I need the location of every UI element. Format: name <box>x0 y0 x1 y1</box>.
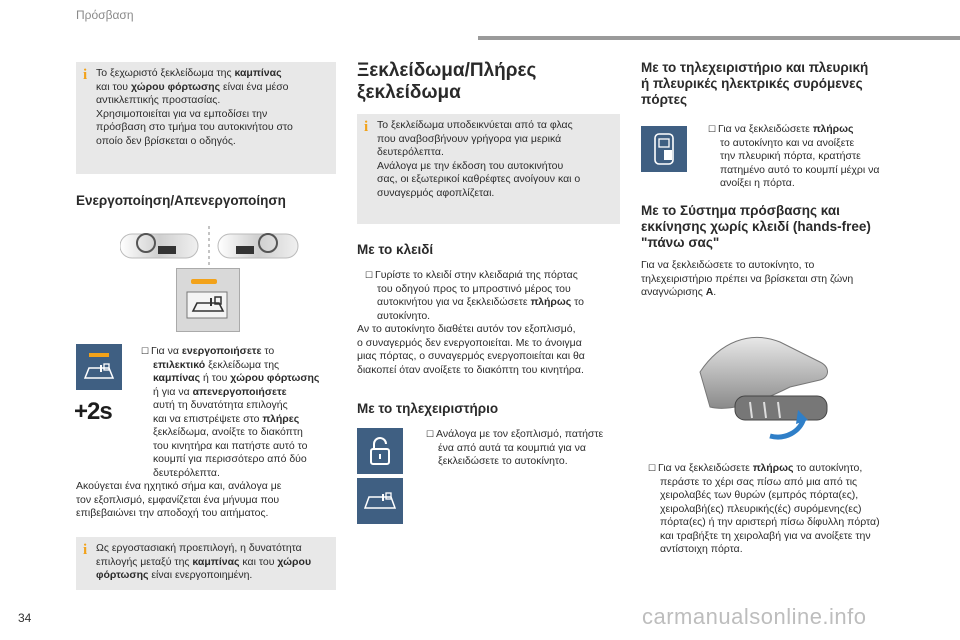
bullet-icon: ☐ <box>648 463 657 473</box>
hands-free-text: Για να ξεκλειδώσετε το αυτοκίνητο, το τηλεχειριστήριο πρέπει να βρίσκεται στη ζώνη αναγνώρισης A. <box>641 259 854 298</box>
section-title: Πρόσβαση <box>76 8 134 22</box>
info-icon: i <box>364 119 369 135</box>
activation-instructions: ☐ Για να ενεργοποιήσετε το επιλεκτικό ξεκλείδωμα της καμπίνας ή του χώρου φόρτωσης ή για να απενεργοποιήσετε αυτή τη δυνατότητα επιλογής και να επιστρέψετε στο πλήρες ξεκλείδωμα, ανοίξτε το διακόπτη του κινητήρα και πατήστε αυτό το κουμπί για περισσότερο από δύο δευτερόλεπτα. <box>141 345 320 479</box>
bullet-icon: ☐ <box>365 270 374 280</box>
bullet-icon: ☐ <box>708 124 717 134</box>
dashboard-steering-illustration <box>120 226 300 266</box>
page-number: 34 <box>18 611 32 625</box>
bullet-icon: ☐ <box>426 429 435 439</box>
with-remote-text: ☐ Ανάλογα με τον εξοπλισμό, πατήστε ένα από αυτά τα κουμπιά για να ξεκλειδώσετε το αυτοκίνητο. <box>426 428 604 467</box>
with-key-heading: Με το κλειδί <box>357 242 434 257</box>
hand-door-handle-illustration <box>680 302 850 454</box>
info-box-factory-default: i Ως εργοστασιακή προεπιλογή, η δυνατότητα επιλογής μεταξύ της καμπίνας και του χώρου φόρτωσης είναι ενεργοποιημένη. <box>76 537 336 590</box>
info-icon: i <box>83 542 88 558</box>
info-box-unlock-indication: i Το ξεκλείδωμα υποδεικνύεται από τα φλας που αναβοσβήνουν γρήγορα για μερικά δευτερόλεπτα. Ανάλογα με την έκδοση του αυτοκινήτου σας, οι εξωτερικοί καθρέφτες ανοίγουν και ο συναγερμός αφοπλίζεται. <box>357 114 620 224</box>
van-icon <box>185 289 231 321</box>
cabin-unlock-button-icon <box>76 344 122 390</box>
unlocking-title: Ξεκλείδωμα/Πλήρες ξεκλείδωμα <box>357 60 537 103</box>
watermark: carmanualsonline.info <box>642 604 867 629</box>
two-seconds-press-icon: +2s <box>74 398 112 425</box>
activation-confirmation: Ακούγεται ένα ηχητικό σήμα και, ανάλογα με τον εξοπλισμό, εμφανίζεται ένα μήνυμα που επιβεβαιώνει την αποδοχή του αιτήματος. <box>76 480 282 519</box>
sliding-door-instructions: ☐ Για να ξεκλειδώσετε πλήρως το αυτοκίνητο και να ανοίξετε την πλευρική πόρτα, κρατήστε πατημένο αυτό το κουμπί μέχρι να ανοίξει η πόρτα. <box>708 123 880 189</box>
header-rule <box>478 36 960 40</box>
activation-heading: Ενεργοποίηση/Απενεργοποίηση <box>76 193 286 208</box>
info-box-separate-unlocking: i Το ξεχωριστό ξεκλείδωμα της καμπίνας και του χώρου φόρτωσης είναι ένα μέσο αντικλεπτικής προστασίας. Χρησιμοποιείται για να εμποδίσει την πρόσβαση στο τμήμα του αυτοκινήτου στο οποίο δεν βρίσκεται ο οδηγός. <box>76 62 336 174</box>
hands-free-instructions: ☐ Για να ξεκλειδώσετε πλήρως το αυτοκίνητο, περάστε το χέρι σας πίσω από μια από τις χειρολαβές των θυρών (εμπρός πόρτα(ες), χειρολαβή(ες) πλευρικής(ές) συρόμενης(ες) πόρτα(ες) ή την αριστερή πίσω δίφυλλη πόρτα) και τραβήξτε τη χειρολαβή για να ανοίξετε την αντίστοιχη πόρτα. <box>648 462 880 555</box>
hands-free-heading: Με το Σύστημα πρόσβασης και εκκίνησης χωρίς κλειδί (hands-free) "πάνω σας" <box>641 203 871 250</box>
sliding-door-button-icon <box>641 126 687 172</box>
bullet-icon: ☐ <box>141 346 150 356</box>
unlock-padlock-button-icon <box>357 428 403 474</box>
info-icon: i <box>83 67 88 83</box>
with-remote-heading: Με το τηλεχειριστήριο <box>357 401 499 416</box>
with-key-text: ☐ Γυρίστε το κλειδί στην κλειδαριά της πόρτας του οδηγού προς το μπροστινό μέρος του αυτοκινήτου για να ξεκλειδώσετε πλήρως το αυτοκίνητο. Αν το αυτοκίνητο διαθέτει αυτόν τον εξοπλισμό, ο συναγερμός δεν ενεργοποιείται. Με το άνοιγμα μιας πόρτας, ο συναγερμός ενεργοποιείται και θα διακοπεί όταν ανοίξετε το διακόπτη του κινητήρα. <box>357 269 585 376</box>
remote-sliding-doors-heading: Με το τηλεχειριστήριο και πλευρική ή πλευρικές ηλεκτρικές συρόμενες πόρτες <box>641 60 869 107</box>
unlock-van-button-icon <box>357 478 403 524</box>
cabin-selection-button-illustration <box>176 268 240 332</box>
